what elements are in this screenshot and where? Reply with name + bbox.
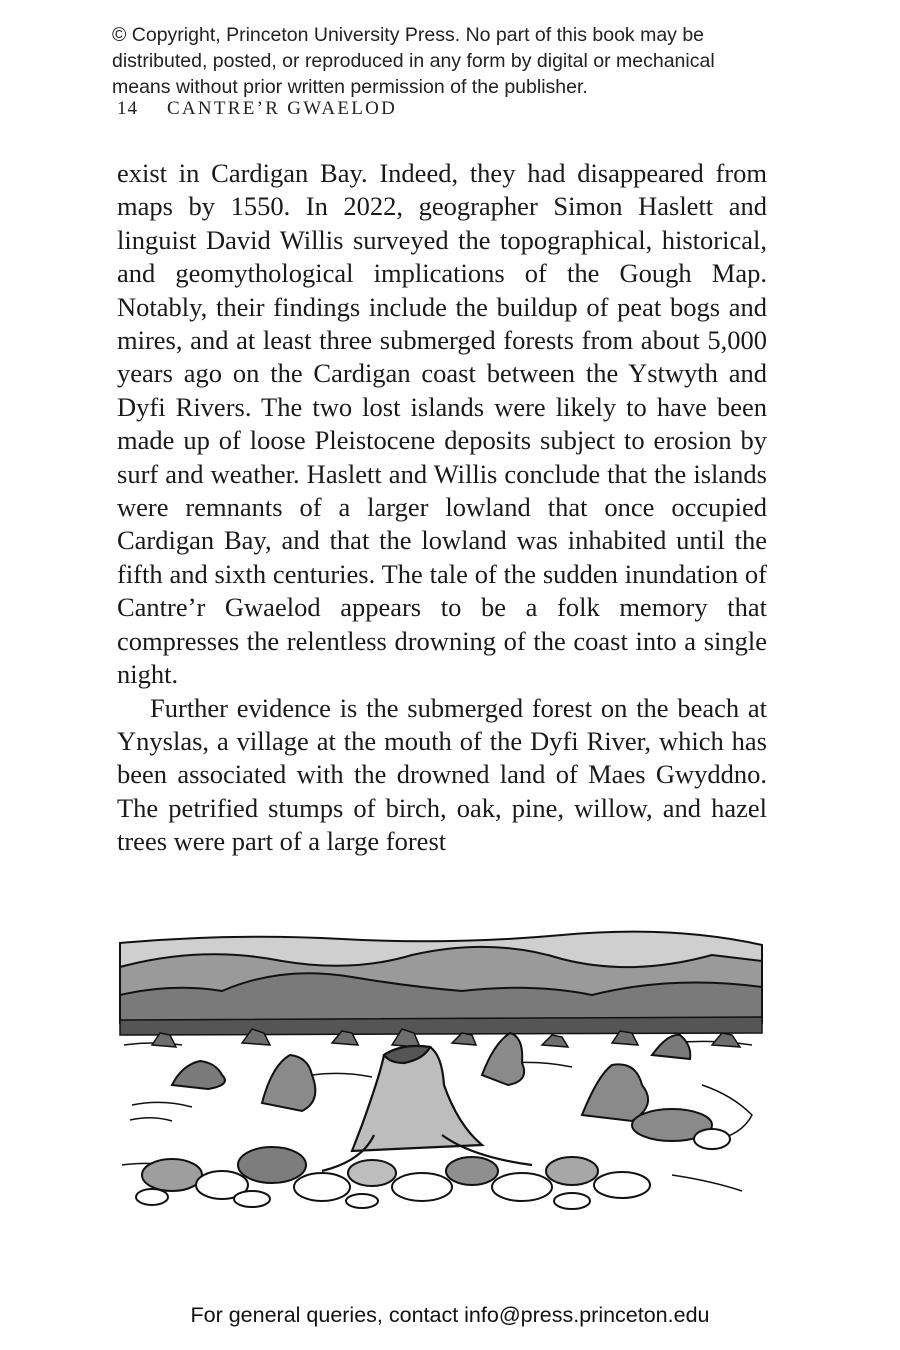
paragraph-2: Further evidence is the submerged forest on the beach at Ynyslas, a village at the mouth of the Dyfi River, which has been associated with the drowned land of Maes Gwyddno. The petrified stumps of birch, oak, pine, willow, and hazel trees were part of a large forest xyxy=(117,692,767,857)
copyright-line-3: means without prior written permission of the publisher. xyxy=(112,76,588,98)
chapter-title: CANTRE’R GWAELOD xyxy=(166,98,398,119)
copyright-line-2: distributed, posted, or reproduced in any form by digital or mechanical xyxy=(112,50,715,72)
footer-contact: For general queries, contact info@press.princeton.edu xyxy=(190,1303,710,1327)
paragraph-1: exist in Cardigan Bay. Indeed, they had disappeared from maps by 1550. In 2022, geographer Simon Haslett and linguist David Willis surveyed the topographical, historical, and geomythological implications of the Gough Map. Notably, their findings include the buildup of peat bogs and mires, and at least three submerged forests from about 5,000 years ago on the Cardigan coast between the Ystwyth and Dyfi Rivers. The two lost islands were likely to have been made up of loose Pleistocene deposits subject to erosion by surf and weather. Haslett and Willis conclude that the islands were remnants of a larger lowland that once occupied Cardigan Bay, and that the lowland was inhabited until the fifth and sixth centuries. The tale of the sudden inundation of Cantre’r Gwaelod appears to be a folk memory that compresses the relentless drowning of the coast into a single night. xyxy=(117,158,767,690)
page-number: 14 xyxy=(117,98,138,119)
body-text xyxy=(117,157,767,859)
submerged-forest-illustration xyxy=(112,925,772,1215)
copyright-notice xyxy=(112,22,802,100)
copyright-line-1: © Copyright, Princeton University Press. No part of this book may be xyxy=(112,24,705,46)
running-head xyxy=(117,98,397,120)
